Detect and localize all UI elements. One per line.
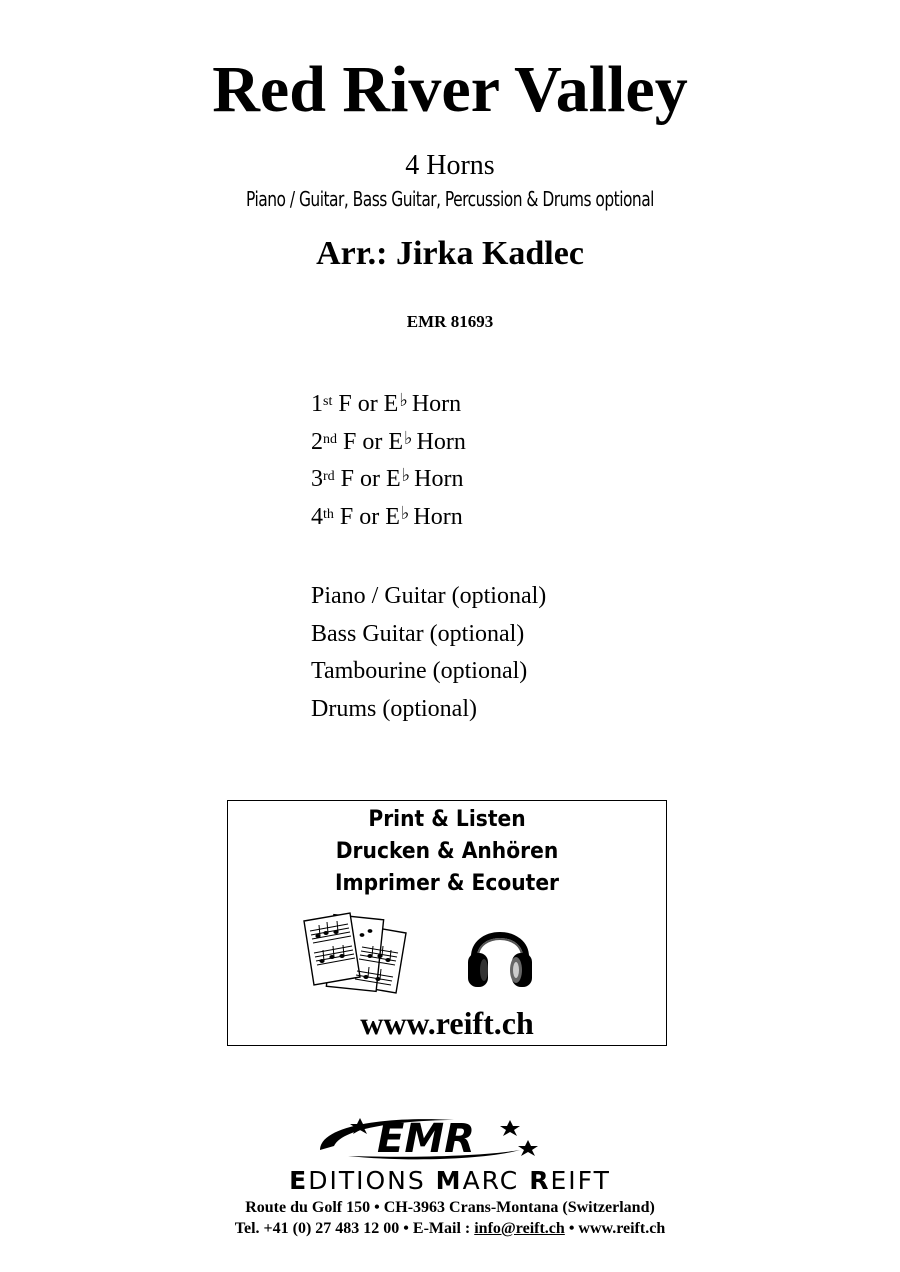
catalog-number: EMR 81693	[406, 312, 494, 331]
headphones-icon	[466, 913, 534, 993]
optional-part: Bass Guitar (optional)	[311, 620, 525, 647]
promo-url[interactable]: www.reift.ch	[360, 1005, 534, 1041]
emr-logo-text: EMR	[377, 1116, 475, 1162]
promo-line-german: Drucken & Anhören	[335, 839, 559, 864]
promo-line-english: Print & Listen	[368, 807, 526, 832]
subtitle: 4 Horns	[405, 150, 495, 181]
horn-part: 3rd F or E♭ Horn	[311, 465, 464, 492]
horn-part: 4th F or E♭ Horn	[311, 502, 463, 530]
optional-parts-list	[311, 578, 546, 728]
optional-part: Tambourine (optional)	[311, 658, 528, 684]
arranger: Arr.: Jirka Kadlec	[316, 235, 584, 272]
instrumentation-line: Piano / Guitar, Bass Guitar, Percussion & Drums optional	[246, 187, 654, 211]
email-link[interactable]: info@reift.ch	[474, 1220, 565, 1237]
promo-line-french: Imprimer & Ecouter	[334, 871, 560, 896]
horn-part: 2nd F or E♭ Horn	[311, 427, 466, 455]
publisher-address: Route du Golf 150 • CH-3963 Crans-Montana (Switzerland)	[245, 1199, 655, 1216]
page-title: Red River Valley	[212, 53, 688, 126]
optional-part: Piano / Guitar (optional)	[311, 583, 547, 609]
horn-parts-list	[311, 386, 466, 536]
optional-part: Drums (optional)	[311, 695, 477, 722]
sheet-music-icon	[300, 911, 412, 995]
emr-logo	[314, 1110, 544, 1166]
publisher-contact: Tel. +41 (0) 27 483 12 00 • E-Mail : info@reift.ch • www.reift.ch	[234, 1220, 666, 1237]
horn-part: 1st F or E♭ Horn	[311, 390, 462, 417]
print-listen-box	[227, 800, 667, 1046]
publisher-name: EDITIONS MARC REIFT	[289, 1166, 611, 1195]
